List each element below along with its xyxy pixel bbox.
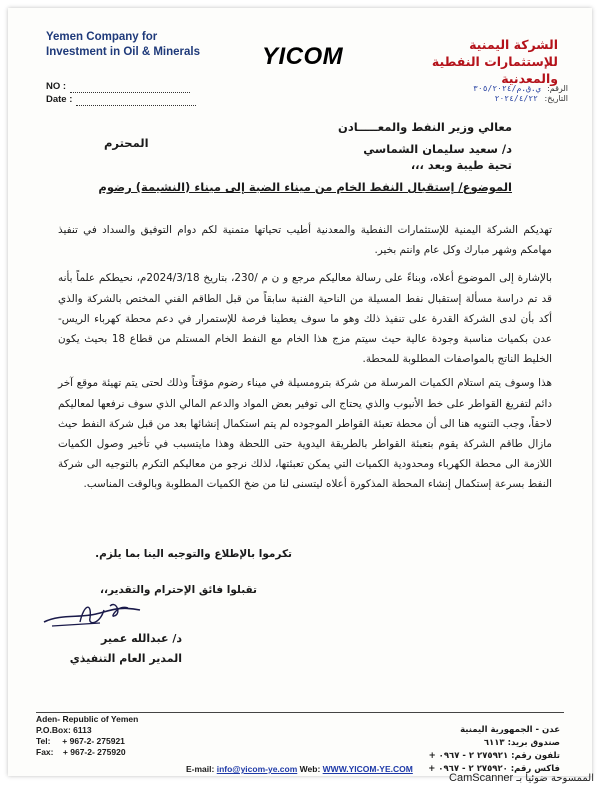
closing-line-2: تقبلوا فائق الإحترام والتقدير،، [100, 584, 257, 596]
closing-line-1: تكرموا بالإطلاع والتوجيه الينا بما يلزم. [95, 548, 292, 560]
arabic-date-row [428, 94, 568, 104]
logo-text: YICOM [262, 43, 344, 70]
footer-arabic-line-4: فاكس رقم: ٢٧٥٩٢٠ ٢ - ٠٩٦٧ + [428, 764, 560, 774]
camscanner-label: الممسوحة ضوئيا بـ [516, 773, 594, 784]
english-company-line-1: Yemen Company for [46, 31, 158, 43]
signer-name: د/ عبدالله عمير [101, 632, 182, 645]
english-company-line-2: Investment in Oil & Minerals [46, 46, 201, 58]
arabic-date-label: التاريخ: [544, 94, 568, 103]
footer-english-line-1: Aden- Republic of Yemen [36, 714, 139, 724]
date-dotted-line [76, 95, 196, 106]
footer-english-line-2: P.O.Box: 6113 [36, 725, 92, 735]
number-label: NO : [46, 81, 67, 92]
footer-english-line-3: Tel: + 967-2- 275921 [36, 736, 125, 746]
letter-page [8, 8, 592, 776]
web-link[interactable]: WWW.YICOM-YE.COM [322, 764, 413, 774]
company-logo [260, 38, 360, 72]
arabic-date-value: ٢٠٢٤/٤/٢٢ [494, 94, 538, 103]
footer-divider [36, 712, 564, 713]
footer-arabic-line-3: تلفون رقم: ٢٧٥٩٢١ ٢ - ٠٩٦٧ + [428, 751, 560, 761]
arabic-company-line-1: الشركة اليمنية [469, 37, 558, 52]
signer-title: المدير العام التنفيذي [69, 652, 182, 665]
addressee-line-1: معالي وزير النفط والمعـــــادن [338, 120, 512, 134]
footer-arabic-line-2: صندوق بريد: ٦١١٣ [483, 738, 560, 748]
footer-contact [186, 764, 436, 774]
footer-english-line-4: Fax: + 967-2- 275920 [36, 747, 126, 757]
email-label: E-mail: [186, 764, 215, 774]
footer-arabic-line-1: عدن - الجمهورية اليمنية [460, 725, 560, 735]
date-label: Date : [46, 94, 73, 105]
number-dotted-line [70, 82, 190, 93]
body-paragraph-1: تهديكم الشركة اليمنية للإستثمارات النفطية والمعدنية أطيب تحياتها متمنية لكم دوام التوفيق والسداد في تنفيذ مهامكم وشهر مبارك وكل عام وانتم بخير. [58, 224, 552, 257]
honorific: المحترم [104, 136, 149, 150]
arabic-company-line-2: للإستثمارات النفطية والمعدنية [431, 54, 558, 86]
handwritten-signature [40, 596, 150, 632]
addressee-line-2: د/ سعيد سليمان الشماسي [363, 142, 512, 156]
date-row [46, 93, 246, 106]
subject-line: الموضوع/ إستقبال النفط الخام من ميناء الضبة إلى ميناء (النشيمة) رضوم [98, 180, 512, 194]
number-row [46, 80, 246, 93]
reference-block-arabic [428, 84, 568, 104]
body-paragraph-2: بالإشارة إلى الموضوع أعلاه، وبناءً على رسالة معاليكم مرجع و ن م /230، بتاريخ 2024/3/18م، نحيطكم علماً بأنه قد تم دراسة مسألة إستقبال نفط المسيلة من الناحية الفنية سابقاً من قبل الطاقم الفني المختص بالشركة والذي أكد بأن لدى الشركة القدرة على تنفيذ ذلك وهو ما سوف يعطينا فرصة للإستمرار في دعم محطة كهرباء الريس- عدن بكميات مناسبة وجودة عالية حيث سيتم مزج هذا الخام مع النفط الخام المستلم من قطاع 18 بحيث يكون الخليط الناتج بالمواصفات المطلوبة للمحطة. [58, 272, 552, 366]
logo-mark-icon [260, 38, 360, 72]
reference-block-english [46, 80, 246, 106]
camscanner-watermark [414, 772, 594, 784]
english-company-name [46, 30, 216, 60]
arabic-ref-value: ي.ق.م/٣٠٥/٢٠٢٤ [473, 84, 541, 93]
letter-body [58, 220, 552, 499]
body-paragraph-3: هذا وسوف يتم استلام الكميات المرسلة من شركة بترومسيلة في ميناء رضوم مؤقتاً وذلك لحتى يتم تهيئة موقع آخر دائم لتفريغ القواطر على خط الأنبوب والذي يحتاج الى توفير بعض المواد والدعم المالي الذي سوف نرفعها لمعاليكم لاحقاً، وجب التنويه هنا الى أن محطة تعبئة القواطر الموجوده لم يتم استكمال إنشائها بعد من قبل شركة النفط حيث مازال طاقم الشركة يقوم بتعبئة القواطر بالطريقة اليدوية حتى اللحظة وهذا مايتسبب في تأخير وصول الكميات اللازمة الى محطة الكهرباء ومحدودية الكميات التي يمكن تعبئتها، لذلك نرجو من معاليكم التكرم بالتوجيه الى شركة النفط بسرعة إستكمال إنشاء المحطة المذكورة أعلاه ليتسنى لنا من ضخ الكميات المطلوبة وبالوقت المناسب. [58, 377, 552, 491]
arabic-ref-row [428, 84, 568, 94]
web-label: Web: [299, 764, 321, 774]
arabic-company-name [408, 36, 558, 87]
addressee [112, 116, 512, 160]
email-link[interactable]: info@yicom-ye.com [216, 764, 298, 774]
footer-english-address [36, 714, 196, 758]
signature-icon [40, 596, 150, 632]
camscanner-app-name: CamScanner [449, 772, 514, 784]
greeting: تحية طيبة وبعد ،،، [410, 158, 512, 172]
arabic-ref-label: الرقم: [547, 84, 568, 93]
